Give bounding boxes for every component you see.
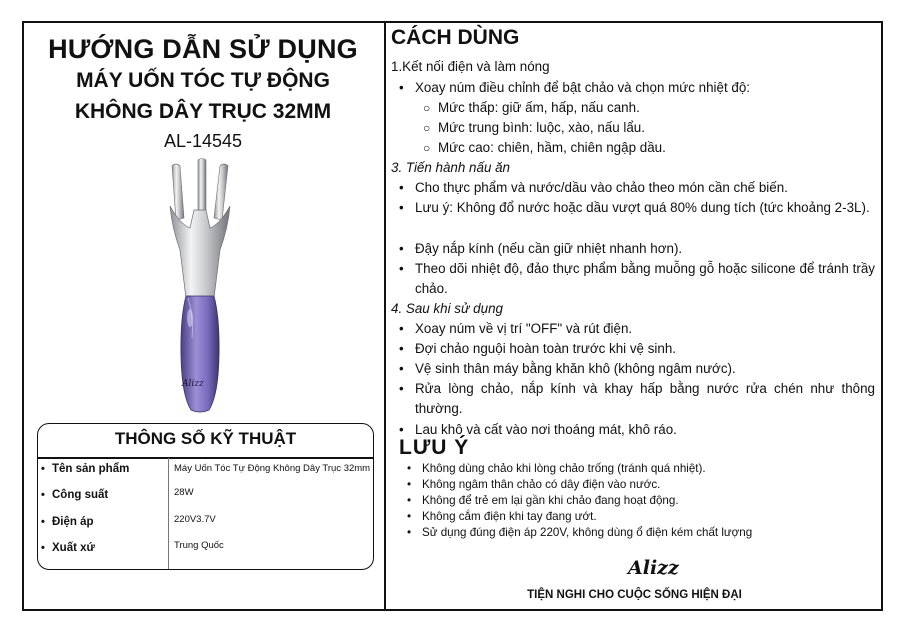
list-item: • Xoay núm điều chỉnh để bật chảo và chọn mức nhiệt độ: [399,78,875,98]
list-item: • Cho thực phẩm và nước/dầu vào chảo theo món cần chế biến. [399,178,875,198]
list-item-text: Mức trung bình: luộc, xào, nấu lẩu. [438,120,645,135]
list-item-text: Rửa lòng chảo, nắp kính và khay hấp bằng nước rửa chén như thông thường. [415,381,875,416]
list-item: • Đợi chảo nguội hoàn toàn trước khi vệ sinh. [399,339,875,359]
list-item-text: Cho thực phẩm và nước/dầu vào chảo theo món cần chế biến. [415,180,788,195]
product-name-line1: MÁY UỐN TÓC TỰ ĐỘNG [76,69,330,92]
specs-title: THÔNG SỐ KỸ THUẬT [114,429,297,448]
spec-value: 28W [174,487,194,498]
section-4-title: 4. Sau khi sử dụng [391,301,503,316]
model-number: AL-14545 [163,131,243,151]
list-item: • Xoay núm về vị trí "OFF" và rút điện. [399,319,875,339]
spec-row [38,462,373,488]
list-item-text: Mức thấp: giữ ấm, hấp, nấu canh. [438,100,640,115]
list-item: • Đậy nắp kính (nếu cần giữ nhiệt nhanh hơn). [399,239,875,259]
brand-logo: Alizz [628,557,679,579]
list-item-text: Mức cao: chiên, hầm, chiên ngập dầu. [438,140,666,155]
list-item-text: Theo dõi nhiệt độ, đảo thực phẩm bằng muỗng gỗ hoặc silicone để tránh trầy chảo. [415,261,875,296]
spec-value: 220V3.7V [174,514,216,525]
note-text: Không ngâm thân chảo có dây điện vào nước. [422,478,661,491]
spec-value: Trung Quốc [174,540,224,551]
note-text: Sử dụng đúng điện áp 220V, không dùng ổ điện kém chất lượng [422,526,753,539]
document-title: HƯỚNG DẪN SỬ DỤNG [48,34,358,64]
list-item: • Theo dõi nhiệt độ, đảo thực phẩm bằng muỗng gỗ hoặc silicone để tránh trầy chảo. [399,259,875,299]
section-1-title: 1.Kết nối điện và làm nóng [391,59,550,74]
spec-key: • Công suất [52,489,108,501]
list-item: • Rửa lòng chảo, nắp kính và khay hấp bằng nước rửa chén như thông thường. [399,379,875,419]
spec-key: • Xuất xứ [52,542,95,554]
list-item: • Lau khô và cất vào nơi thoáng mát, khô ráo. [399,420,875,440]
list-item-text: Xoay núm điều chỉnh để bật chảo và chọn mức nhiệt độ: [415,80,751,95]
product-name-line2: KHÔNG DÂY TRỤC 32MM [74,100,332,123]
spec-row [38,540,373,566]
note-text: Không dùng chảo khi lòng chảo trống (tránh quá nhiệt). [422,462,706,475]
notes-heading: LƯU Ý [399,436,470,459]
list-item-text: Xoay núm về vị trí "OFF" và rút điện. [415,321,633,336]
spec-key: • Điện áp [52,516,94,528]
list-item-text: Vệ sinh thân máy bằng khăn khô (không ngâm nước). [415,361,736,376]
usage-heading: CÁCH DÙNG [391,26,520,49]
list-item-text: Đậy nắp kính (nếu cần giữ nhiệt nhanh hơn). [415,241,683,256]
list-item-text: Lưu ý: Không đổ nước hoặc dầu vượt quá 80% dung tích (tức khoảng 2-3L). [415,200,870,215]
spec-row [38,514,373,540]
note-text: Không cắm điện khi tay đang ướt. [422,510,597,523]
column-divider [384,21,386,611]
hair-curler-image [150,158,250,416]
specs-table [37,423,374,570]
spec-key: • Tên sản phẩm [52,463,129,475]
brand-tagline: TIỆN NGHI CHO CUỘC SỐNG HIỆN ĐẠI [527,589,742,601]
section-3-title: 3. Tiến hành nấu ăn [391,160,511,175]
note-text: Không để trẻ em lại gần khi chảo đang hoạt động. [422,494,679,507]
spec-value: Máy Uốn Tóc Tự Động Không Dây Trục 32mm [174,463,371,474]
list-item: • Vệ sinh thân máy bằng khăn khô (không ngâm nước). [399,359,875,379]
specs-title-rule [38,457,373,459]
spec-row [38,487,373,513]
list-item: • Lưu ý: Không đổ nước hoặc dầu vượt quá 80% dung tích (tức khoảng 2-3L). [399,198,875,238]
list-item-text: Đợi chảo nguội hoàn toàn trước khi vệ sinh. [415,341,677,356]
svg-text:Alizz: Alizz [182,379,204,389]
list-item-text: Lau khô và cất vào nơi thoáng mát, khô ráo. [415,422,677,437]
